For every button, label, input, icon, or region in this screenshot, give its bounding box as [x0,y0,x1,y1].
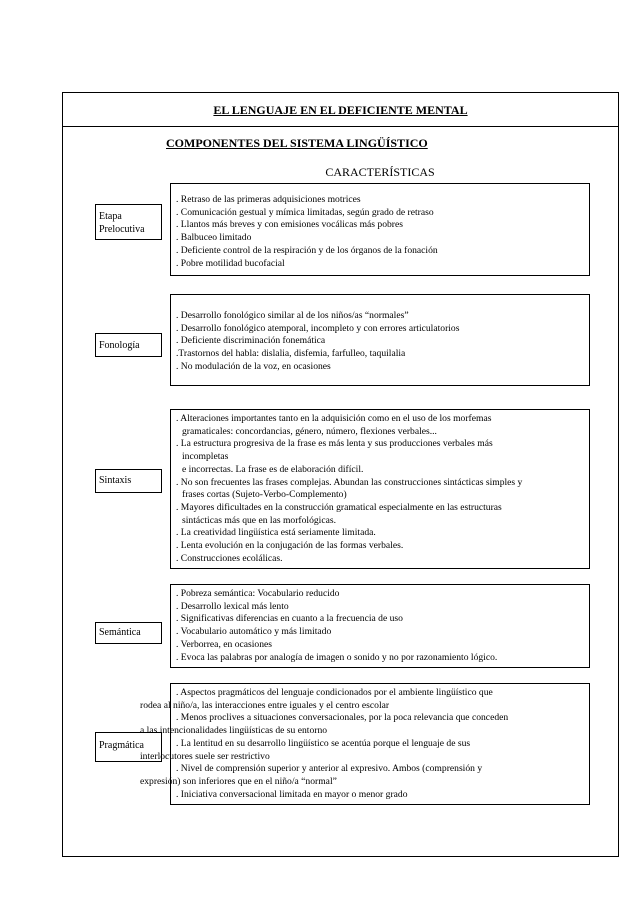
desc-line: incompletas [182,451,229,463]
desc-line: e incorrectas. La frase es de elaboración difícil. [182,463,364,475]
desc-line: . No modulación de la voz, en ocasiones [176,360,331,372]
desc-line: . La lentitud en su desarrollo lingüístico se acentúa porque el lenguaje de sus [176,737,471,749]
label-line: Etapa [99,211,122,222]
desc-line: . Retraso de las primeras adquisiciones motrices [176,194,361,205]
desc-pragmatica [140,683,590,805]
desc-line: sintácticas más que en las morfológicas. [182,514,336,526]
desc-line: . Menos proclives a situaciones conversacionales, por la poca relevancia que conceden [176,712,509,724]
desc-line: . Pobreza semántica: Vocabulario reducido [176,588,340,599]
desc-line: . Significativas diferencias en cuanto a la frecuencia de uso [176,613,403,625]
desc-line: . Llantos más breves y con emisiones vocálicas más pobres [176,219,403,231]
label-etapa-prelocutiva [95,204,162,240]
label-fonologia [95,333,162,357]
desc-line: . Desarrollo fonológico atemporal, incompleto y con errores articulatorios [176,322,460,334]
desc-line: expresión) son inferiores que en el niño/a “normal” [140,775,337,787]
label-line: Semántica [99,627,141,638]
desc-line: . Aspectos pragmáticos del lenguaje condicionados por el ambiente lingüístico que [176,687,493,698]
desc-line: .Trastornos del habla: dislalia, disfemia, farfulleo, taquilalia [176,348,406,360]
desc-line: . La estructura progresiva de la frase es más lenta y sus producciones verbales más [176,438,493,450]
desc-line: a las intencionalidades lingüísticas de su entorno [140,725,328,737]
desc-line: . Desarrollo fonológico similar al de los niños/as “normales” [176,310,409,321]
desc-line: . Pobre motilidad bucofacial [176,257,285,269]
desc-line: . Alteraciones importantes tanto en la adquisición como en el uso de los morfemas [176,413,492,424]
desc-line: . Deficiente control de la respiración y de los órganos de la fonación [176,244,438,256]
label-line: Sintaxis [99,475,132,486]
label-line: Fonología [99,340,140,351]
desc-line: rodea al niño/a, las interacciones entre iguales y el centro escolar [140,699,390,711]
desc-line: . Comunicación gestual y mímica limitadas, según grado de retraso [176,206,434,218]
desc-line: . Mayores dificultades en la construcción gramatical especialmente en las estructuras [176,501,502,513]
desc-etapa-prelocutiva [170,183,590,276]
desc-line: . Vocabulario automático y más limitado [176,626,332,638]
desc-semantica [170,584,590,668]
desc-line: . Nivel de comprensión superior y anterior al expresivo. Ambos (comprensión y [176,763,483,775]
desc-sintaxis [170,409,590,569]
desc-line: . Evoca las palabras por analogía de imagen o sonido y no por razonamiento lógico. [176,651,498,663]
desc-line: gramaticales: concordancias, género, número, flexiones verbales... [182,425,437,437]
desc-line: . Iniciativa conversacional limitada en mayor o menor grado [176,788,408,800]
label-semantica [95,622,162,644]
desc-line: . No son frecuentes las frases complejas. Abundan las construcciones sintácticas simples y [176,476,523,488]
desc-line: . Verborrea, en ocasiones [176,638,272,650]
page-title: EL LENGUAJE EN EL DEFICIENTE MENTAL [213,103,468,117]
desc-fonologia [170,294,590,386]
section-subtitle: COMPONENTES DEL SISTEMA LINGÜÍSTICO [166,136,428,150]
label-sintaxis [95,469,162,493]
desc-line: . Lenta evolución en la conjugación de las formas verbales. [176,540,404,552]
desc-line: . Deficiente discriminación fonemática [176,335,326,347]
desc-line: . La creatividad lingüística está seriamente limitada. [176,527,376,539]
desc-line: frases cortas (Sujeto-Verbo-Complemento) [182,489,347,501]
desc-line: . Balbuceo limitado [176,232,252,244]
desc-line: interlocutores suele ser restrictivo [140,750,270,762]
label-line: Pragmática [99,740,144,751]
desc-line: . Desarrollo lexical más lento [176,600,289,612]
desc-line: . Construcciones ecolálicas. [176,552,283,564]
label-line: Prelocutiva [99,224,145,235]
characteristics-heading: CARACTERÍSTICAS [325,165,435,179]
title-separator [62,126,619,127]
